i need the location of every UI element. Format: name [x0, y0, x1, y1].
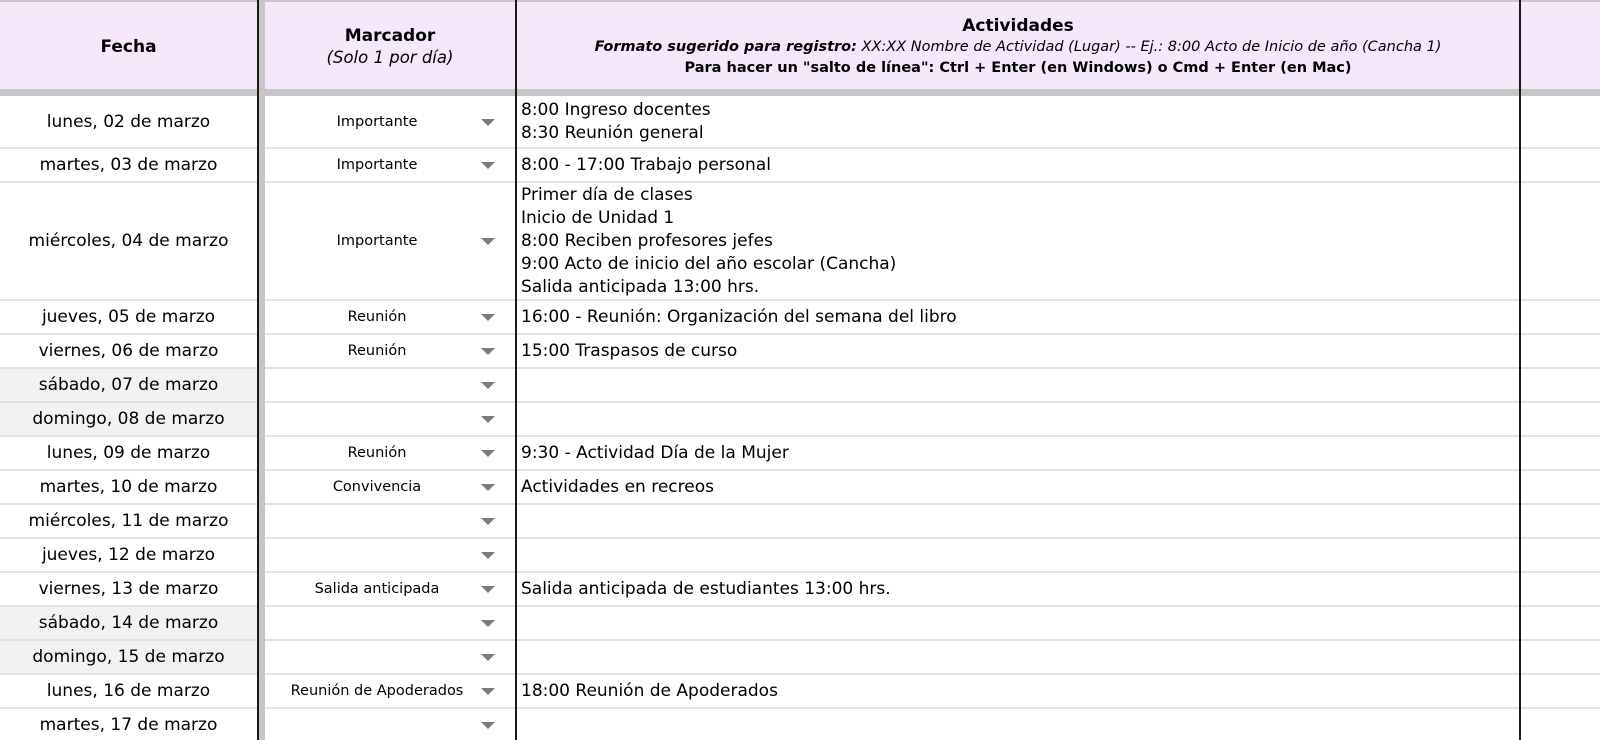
marcador-dropdown[interactable]: [265, 369, 515, 401]
empty-cell[interactable]: [1521, 97, 1600, 147]
empty-cell[interactable]: [1521, 471, 1600, 503]
empty-cell[interactable]: [1521, 301, 1600, 333]
frozen-columns-divider[interactable]: [259, 0, 265, 740]
actividades-cell[interactable]: [521, 183, 1519, 299]
dropdown-arrow-icon[interactable]: [481, 688, 495, 695]
header-marcador[interactable]: [265, 2, 515, 91]
fecha-cell[interactable]: domingo, 15 de marzo: [0, 641, 257, 673]
fecha-cell[interactable]: lunes, 09 de marzo: [46, 443, 211, 463]
fecha-cell[interactable]: martes, 17 de marzo: [39, 715, 218, 735]
fecha-cell[interactable]: sábado, 07 de marzo: [0, 369, 257, 401]
actividad-line: Actividades en recreos: [521, 476, 714, 497]
empty-cell[interactable]: [1521, 675, 1600, 707]
actividades-cell[interactable]: [521, 573, 1519, 605]
fecha-cell[interactable]: miércoles, 04 de marzo: [28, 231, 229, 251]
dropdown-arrow-icon[interactable]: [481, 518, 495, 525]
table-row: [0, 709, 1600, 740]
table-row: [0, 641, 1600, 675]
fecha-cell[interactable]: lunes, 02 de marzo: [46, 112, 211, 132]
frozen-rows-divider[interactable]: [0, 89, 1600, 96]
actividad-line: Primer día de clases: [521, 184, 693, 205]
dropdown-arrow-icon[interactable]: [481, 484, 495, 491]
actividades-cell[interactable]: [521, 97, 1519, 147]
empty-cell[interactable]: [1521, 437, 1600, 469]
actividades-cell[interactable]: [521, 607, 1519, 639]
marcador-value: Importante: [336, 114, 418, 130]
actividad-line: 8:30 Reunión general: [521, 123, 704, 143]
fecha-cell[interactable]: jueves, 12 de marzo: [41, 545, 216, 565]
marcador-value: Importante: [336, 157, 418, 173]
actividades-cell[interactable]: [521, 149, 1519, 181]
dropdown-arrow-icon[interactable]: [481, 722, 495, 729]
empty-cell[interactable]: [1521, 183, 1600, 299]
empty-cell[interactable]: [1521, 607, 1600, 639]
dropdown-arrow-icon[interactable]: [481, 348, 495, 355]
header-fecha-label: Fecha: [100, 36, 157, 57]
actividades-cell[interactable]: [521, 505, 1519, 537]
marcador-dropdown[interactable]: [265, 641, 515, 673]
marcador-dropdown[interactable]: [265, 573, 515, 605]
table-row: [0, 149, 1600, 183]
dropdown-arrow-icon[interactable]: [481, 314, 495, 321]
dropdown-arrow-icon[interactable]: [481, 162, 495, 169]
actividad-line: 8:00 Ingreso docentes: [521, 100, 711, 120]
dropdown-arrow-icon[interactable]: [481, 119, 495, 126]
marcador-dropdown[interactable]: [265, 301, 515, 333]
table-row: [0, 301, 1600, 335]
marcador-value: Reunión: [347, 445, 407, 461]
dropdown-arrow-icon[interactable]: [481, 586, 495, 593]
header-fecha[interactable]: [0, 2, 257, 91]
fecha-cell[interactable]: jueves, 05 de marzo: [41, 307, 216, 327]
marcador-value: Salida anticipada: [314, 581, 440, 597]
actividad-line: 9:30 - Actividad Día de la Mujer: [521, 442, 789, 463]
empty-cell[interactable]: [1521, 505, 1600, 537]
actividades-cell[interactable]: [521, 675, 1519, 707]
column-border-marcador: [515, 0, 517, 740]
actividad-line: Salida anticipada 13:00 hrs.: [521, 276, 760, 297]
header-actividades-label: Actividades: [962, 16, 1074, 36]
actividades-cell[interactable]: [521, 539, 1519, 571]
header-format-hint: [595, 37, 1442, 58]
header-row: [0, 0, 1600, 89]
fecha-cell[interactable]: martes, 03 de marzo: [39, 155, 218, 175]
table-row: [0, 539, 1600, 573]
actividades-cell[interactable]: [521, 437, 1519, 469]
marcador-dropdown[interactable]: [265, 675, 515, 707]
marcador-dropdown[interactable]: [265, 335, 515, 367]
marcador-dropdown[interactable]: [265, 437, 515, 469]
marcador-dropdown[interactable]: [265, 471, 515, 503]
fecha-cell[interactable]: miércoles, 11 de marzo: [28, 511, 229, 531]
table-row: [0, 335, 1600, 369]
header-empty-cell[interactable]: [1521, 2, 1600, 91]
column-border-fecha: [257, 0, 259, 740]
format-hint-label: Formato sugerido para registro:: [594, 39, 857, 55]
table-row: [0, 675, 1600, 709]
actividad-line: Salida anticipada de estudiantes 13:00 hrs.: [521, 578, 891, 599]
fecha-cell[interactable]: viernes, 06 de marzo: [38, 341, 219, 361]
marcador-dropdown[interactable]: [265, 709, 515, 740]
header-marcador-label: Marcador: [344, 25, 436, 46]
actividad-line: 16:00 - Reunión: Organización del semana del libro: [521, 306, 957, 327]
table-row: [0, 403, 1600, 437]
empty-cell[interactable]: [1521, 641, 1600, 673]
header-actividades[interactable]: [517, 2, 1519, 91]
marcador-dropdown[interactable]: [265, 97, 515, 147]
empty-cell[interactable]: [1521, 539, 1600, 571]
actividad-line: 15:00 Traspasos de curso: [521, 340, 738, 361]
table-row: [0, 183, 1600, 301]
actividades-cell[interactable]: [521, 471, 1519, 503]
table-row: [0, 573, 1600, 607]
empty-cell[interactable]: [1521, 335, 1600, 367]
marcador-dropdown[interactable]: [265, 183, 515, 299]
empty-cell[interactable]: [1521, 369, 1600, 401]
empty-cell[interactable]: [1521, 149, 1600, 181]
fecha-cell[interactable]: domingo, 08 de marzo: [0, 403, 257, 435]
table-row: [0, 607, 1600, 641]
fecha-cell[interactable]: martes, 10 de marzo: [39, 477, 218, 497]
marcador-value: Reunión de Apoderados: [290, 683, 464, 699]
table-row: [0, 471, 1600, 505]
actividad-line: 9:00 Acto de inicio del año escolar (Cancha): [521, 253, 897, 274]
table-row: [0, 369, 1600, 403]
actividades-cell[interactable]: [521, 369, 1519, 401]
actividad-line: 8:00 Reciben profesores jefes: [521, 230, 773, 251]
actividad-line: 18:00 Reunión de Apoderados: [521, 680, 778, 701]
header-marcador-sub: (Solo 1 por día): [326, 47, 454, 67]
empty-cell[interactable]: [1521, 403, 1600, 435]
marcador-dropdown[interactable]: [265, 149, 515, 181]
fecha-cell[interactable]: sábado, 14 de marzo: [0, 607, 257, 639]
format-hint-value: XX:XX Nombre de Actividad (Lugar) -- Ej.: 8:00 Acto de Inicio de año (Cancha 1): [856, 39, 1442, 55]
empty-cell[interactable]: [1521, 709, 1600, 740]
actividades-cell[interactable]: [521, 335, 1519, 367]
actividad-line: 8:00 - 17:00 Trabajo personal: [521, 154, 771, 175]
dropdown-arrow-icon[interactable]: [481, 620, 495, 627]
table-row: [0, 505, 1600, 539]
dropdown-arrow-icon[interactable]: [481, 238, 495, 245]
actividad-line: Inicio de Unidad 1: [521, 207, 675, 228]
header-line-break-hint: Para hacer un "salto de línea": Ctrl + Enter (en Windows) o Cmd + Enter (en Mac): [684, 60, 1352, 76]
fecha-cell[interactable]: viernes, 13 de marzo: [38, 579, 219, 599]
marcador-value: Reunión: [347, 343, 407, 359]
marcador-dropdown[interactable]: [265, 539, 515, 571]
dropdown-arrow-icon[interactable]: [481, 450, 495, 457]
column-border-actividades: [1519, 0, 1521, 740]
actividades-cell[interactable]: [521, 403, 1519, 435]
marcador-dropdown[interactable]: [265, 505, 515, 537]
marcador-value: Reunión: [347, 309, 407, 325]
actividades-cell[interactable]: [521, 301, 1519, 333]
marcador-value: Importante: [336, 233, 418, 249]
dropdown-arrow-icon[interactable]: [481, 416, 495, 423]
dropdown-arrow-icon[interactable]: [481, 382, 495, 389]
actividades-cell[interactable]: [521, 641, 1519, 673]
marcador-value: Convivencia: [332, 479, 422, 495]
actividades-cell[interactable]: [521, 709, 1519, 740]
dropdown-arrow-icon[interactable]: [481, 654, 495, 661]
table-row: [0, 437, 1600, 471]
dropdown-arrow-icon[interactable]: [481, 552, 495, 559]
marcador-dropdown[interactable]: [265, 403, 515, 435]
marcador-dropdown[interactable]: [265, 607, 515, 639]
table-row: [0, 97, 1600, 149]
fecha-cell[interactable]: lunes, 16 de marzo: [46, 681, 211, 701]
empty-cell[interactable]: [1521, 573, 1600, 605]
